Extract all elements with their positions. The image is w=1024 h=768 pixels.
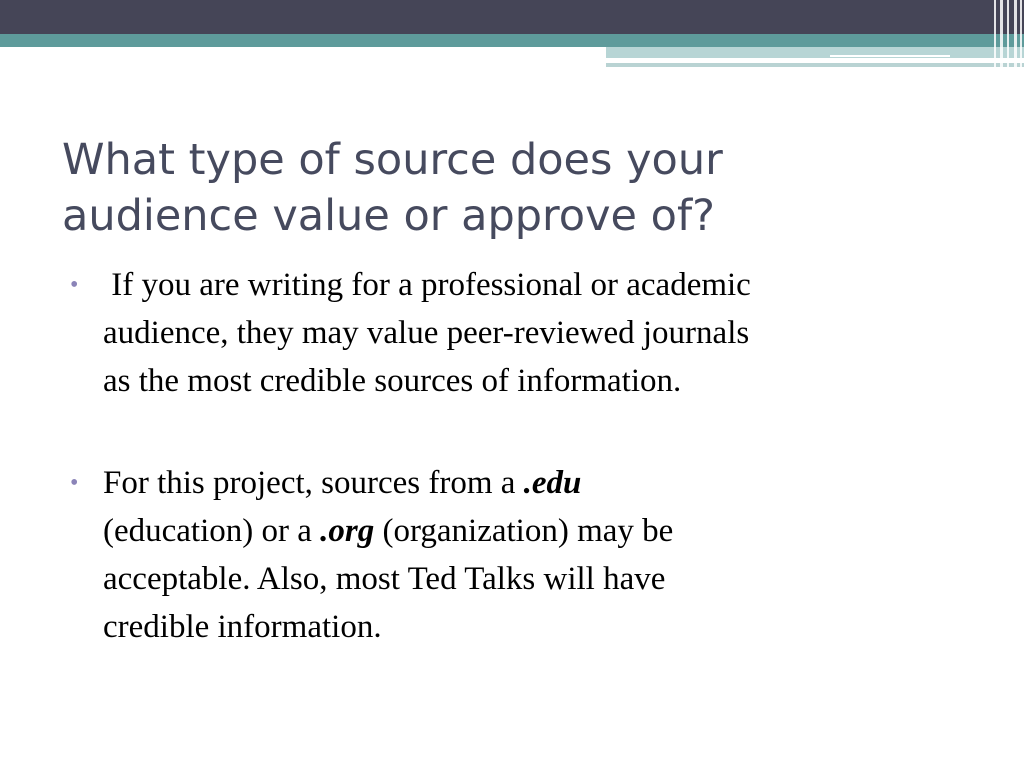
header-vertical-stripes xyxy=(990,0,1024,68)
header-highlight-line xyxy=(830,55,950,57)
bullet-text: (education) or a xyxy=(103,513,321,549)
edu-extension: .edu xyxy=(523,465,582,501)
bullet-marker: • xyxy=(70,272,79,298)
bullet-text-line: acceptable. Also, most Ted Talks will have xyxy=(103,561,666,597)
bullet-text-line: credible information. xyxy=(103,609,382,645)
header-teal-band xyxy=(0,34,1024,47)
title-line: audience value or approve of? xyxy=(62,191,715,241)
bullet-text-line: audience, they may value peer-reviewed journals xyxy=(103,315,750,351)
header-dark-band xyxy=(0,0,1024,34)
bullet-text-line xyxy=(103,459,980,507)
slide-title xyxy=(62,132,962,244)
bullet-item xyxy=(70,261,980,405)
header-light-band xyxy=(606,47,1024,58)
bullet-text-line xyxy=(103,507,980,555)
bullet-text-line: If you are writing for a professional or academic xyxy=(103,267,751,303)
bullet-item xyxy=(70,459,980,651)
bullet-text: (organization) may be xyxy=(374,513,674,549)
bullet-marker: • xyxy=(70,470,79,496)
bullet-list xyxy=(70,261,980,651)
bullet-text-line: as the most credible sources of information. xyxy=(103,363,682,399)
title-line: What type of source does your xyxy=(62,135,723,185)
org-extension: .org xyxy=(320,513,375,549)
header-accent-line xyxy=(606,63,1024,67)
bullet-text: For this project, sources from a xyxy=(103,465,524,501)
